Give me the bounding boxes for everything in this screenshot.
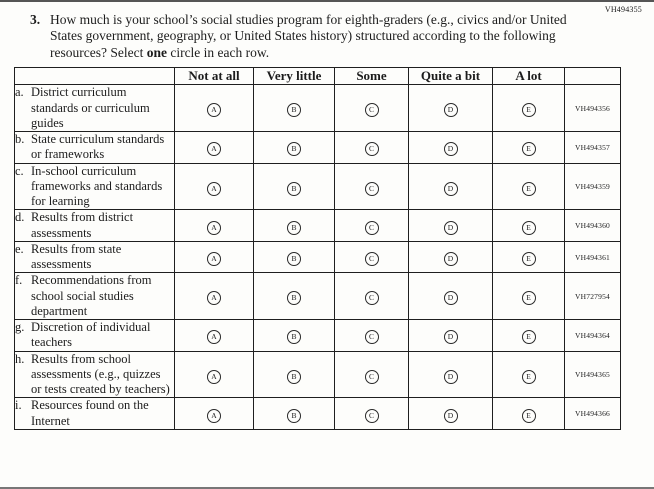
option-bubble-d[interactable]: D xyxy=(444,103,458,117)
cell-some xyxy=(335,163,409,210)
table-row-c xyxy=(15,163,621,210)
option-bubble-a[interactable]: A xyxy=(207,142,221,156)
option-bubble-c[interactable]: C xyxy=(365,142,379,156)
row-item-code: VH494360 xyxy=(565,210,621,242)
cell-some xyxy=(335,320,409,352)
table-row-a xyxy=(15,85,621,132)
row-item-code: VH494361 xyxy=(565,241,621,273)
option-bubble-a[interactable]: A xyxy=(207,409,221,423)
option-bubble-a[interactable]: A xyxy=(207,291,221,305)
option-bubble-e[interactable]: E xyxy=(522,409,536,423)
option-bubble-d[interactable]: D xyxy=(444,370,458,384)
option-bubble-e[interactable]: E xyxy=(522,252,536,266)
row-label: Results from state assessments xyxy=(31,241,122,272)
option-bubble-e[interactable]: E xyxy=(522,182,536,196)
row-letter: f. xyxy=(15,273,23,288)
row-label: Results from school assessments (e.g., quizzes or tests created by teachers) xyxy=(31,351,170,397)
row-item-code: VH494357 xyxy=(565,132,621,164)
option-bubble-d[interactable]: D xyxy=(444,291,458,305)
row-letter: g. xyxy=(15,320,25,335)
row-label-cell xyxy=(15,85,175,132)
option-bubble-c[interactable]: C xyxy=(365,252,379,266)
row-label-cell xyxy=(15,320,175,352)
option-bubble-d[interactable]: D xyxy=(444,142,458,156)
cell-not-at-all xyxy=(175,85,254,132)
cell-not-at-all xyxy=(175,163,254,210)
header-some: Some xyxy=(335,68,409,85)
table-row-h xyxy=(15,351,621,398)
question-text-bold: one xyxy=(146,44,167,60)
option-bubble-d[interactable]: D xyxy=(444,409,458,423)
row-letter: a. xyxy=(15,85,24,100)
cell-not-at-all xyxy=(175,320,254,352)
row-label: State curriculum standards or frameworks xyxy=(31,132,165,162)
cell-quite-a-bit xyxy=(409,351,493,398)
row-label-cell xyxy=(15,273,175,320)
header-quite-a-bit: Quite a bit xyxy=(409,68,493,85)
row-letter: i. xyxy=(15,398,22,413)
cell-quite-a-bit xyxy=(409,85,493,132)
cell-very-little xyxy=(254,398,335,430)
option-bubble-b[interactable]: B xyxy=(287,182,301,196)
row-label-cell xyxy=(15,241,175,273)
option-bubble-b[interactable]: B xyxy=(287,409,301,423)
cell-not-at-all xyxy=(175,210,254,242)
table-row-f xyxy=(15,273,621,320)
cell-some xyxy=(335,351,409,398)
row-label: Results from district assessments xyxy=(31,210,134,240)
cell-a-lot xyxy=(493,351,565,398)
row-item-code: VH494364 xyxy=(565,320,621,352)
option-bubble-d[interactable]: D xyxy=(444,182,458,196)
cell-not-at-all xyxy=(175,398,254,430)
cell-not-at-all xyxy=(175,132,254,164)
row-label: Recommendations from school social studies department xyxy=(31,273,152,318)
option-bubble-b[interactable]: B xyxy=(287,142,301,156)
cell-quite-a-bit xyxy=(409,273,493,320)
cell-very-little xyxy=(254,241,335,273)
row-label-cell xyxy=(15,351,175,398)
option-bubble-c[interactable]: C xyxy=(365,221,379,235)
row-label: Discretion of individual teachers xyxy=(31,320,151,350)
option-bubble-c[interactable]: C xyxy=(365,103,379,117)
option-bubble-a[interactable]: A xyxy=(207,252,221,266)
option-bubble-d[interactable]: D xyxy=(444,221,458,235)
row-letter: c. xyxy=(15,163,24,178)
header-a-lot: A lot xyxy=(493,68,565,85)
row-item-code: VH494359 xyxy=(565,163,621,210)
cell-very-little xyxy=(254,273,335,320)
cell-a-lot xyxy=(493,241,565,273)
cell-very-little xyxy=(254,320,335,352)
question-text-part2: circle in each row. xyxy=(166,44,270,60)
cell-some xyxy=(335,398,409,430)
table-row-b xyxy=(15,132,621,164)
question-block xyxy=(0,2,654,67)
question-number: 3. xyxy=(30,12,41,27)
cell-very-little xyxy=(254,132,335,164)
option-bubble-d[interactable]: D xyxy=(444,252,458,266)
option-bubble-a[interactable]: A xyxy=(207,221,221,235)
option-bubble-b[interactable]: B xyxy=(287,252,301,266)
option-bubble-a[interactable]: A xyxy=(207,330,221,344)
cell-some xyxy=(335,132,409,164)
option-bubble-c[interactable]: C xyxy=(365,370,379,384)
table-row-i xyxy=(15,398,621,430)
cell-not-at-all xyxy=(175,273,254,320)
cell-a-lot xyxy=(493,132,565,164)
cell-not-at-all xyxy=(175,351,254,398)
cell-some xyxy=(335,273,409,320)
option-bubble-a[interactable]: A xyxy=(207,103,221,117)
table-row-e xyxy=(15,241,621,273)
table-row-g xyxy=(15,320,621,352)
cell-quite-a-bit xyxy=(409,320,493,352)
cell-very-little xyxy=(254,210,335,242)
row-item-code: VH494365 xyxy=(565,351,621,398)
header-not-at-all: Not at all xyxy=(175,68,254,85)
option-bubble-c[interactable]: C xyxy=(365,182,379,196)
cell-quite-a-bit xyxy=(409,163,493,210)
cell-quite-a-bit xyxy=(409,398,493,430)
row-label-cell xyxy=(15,163,175,210)
header-code-blank-cell xyxy=(565,68,621,85)
cell-quite-a-bit xyxy=(409,210,493,242)
row-item-code: VH494356 xyxy=(565,85,621,132)
row-letter: h. xyxy=(15,351,25,366)
option-bubble-b[interactable]: B xyxy=(287,291,301,305)
option-bubble-e[interactable]: E xyxy=(522,103,536,117)
header-blank-cell xyxy=(15,68,175,85)
row-label: In-school curriculum frameworks and standards for learning xyxy=(31,163,163,209)
table-row-d xyxy=(15,210,621,242)
cell-a-lot xyxy=(493,320,565,352)
row-label-cell xyxy=(15,210,175,242)
option-bubble-e[interactable]: E xyxy=(522,142,536,156)
cell-some xyxy=(335,85,409,132)
cell-some xyxy=(335,241,409,273)
option-bubble-a[interactable]: A xyxy=(207,370,221,384)
row-label-cell xyxy=(15,398,175,430)
cell-not-at-all xyxy=(175,241,254,273)
question-text-part1: How much is your school’s social studies program for eighth-graders (e.g., civics and/or United States government, geography, or United States history) structured according to the following resources? Select xyxy=(50,12,567,60)
row-letter: e. xyxy=(15,241,24,256)
option-bubble-b[interactable]: B xyxy=(287,370,301,384)
cell-very-little xyxy=(254,351,335,398)
header-very-little: Very little xyxy=(254,68,335,85)
option-bubble-b[interactable]: B xyxy=(287,221,301,235)
option-bubble-c[interactable]: C xyxy=(365,330,379,344)
header-row xyxy=(15,68,621,85)
option-bubble-a[interactable]: A xyxy=(207,182,221,196)
cell-a-lot xyxy=(493,163,565,210)
option-bubble-e[interactable]: E xyxy=(522,370,536,384)
cell-very-little xyxy=(254,163,335,210)
cell-very-little xyxy=(254,85,335,132)
row-item-code: VH494366 xyxy=(565,398,621,430)
option-bubble-b[interactable]: B xyxy=(287,330,301,344)
option-bubble-e[interactable]: E xyxy=(522,221,536,235)
cell-quite-a-bit xyxy=(409,132,493,164)
row-letter: d. xyxy=(15,210,25,225)
option-bubble-e[interactable]: E xyxy=(522,330,536,344)
option-bubble-c[interactable]: C xyxy=(365,291,379,305)
cell-a-lot xyxy=(493,85,565,132)
cell-a-lot xyxy=(493,210,565,242)
cell-a-lot xyxy=(493,398,565,430)
option-bubble-c[interactable]: C xyxy=(365,409,379,423)
row-item-code: VH727954 xyxy=(565,273,621,320)
row-label: Resources found on the Internet xyxy=(31,398,149,428)
row-label-cell xyxy=(15,132,175,164)
question-text xyxy=(50,12,584,61)
cell-quite-a-bit xyxy=(409,241,493,273)
row-label: District curriculum standards or curriculum guides xyxy=(31,85,150,130)
option-bubble-e[interactable]: E xyxy=(522,291,536,305)
option-bubble-d[interactable]: D xyxy=(444,330,458,344)
cell-some xyxy=(335,210,409,242)
survey-table xyxy=(14,67,621,430)
cell-a-lot xyxy=(493,273,565,320)
row-letter: b. xyxy=(15,132,25,147)
option-bubble-b[interactable]: B xyxy=(287,103,301,117)
page-accession-code: VH494355 xyxy=(604,5,642,14)
